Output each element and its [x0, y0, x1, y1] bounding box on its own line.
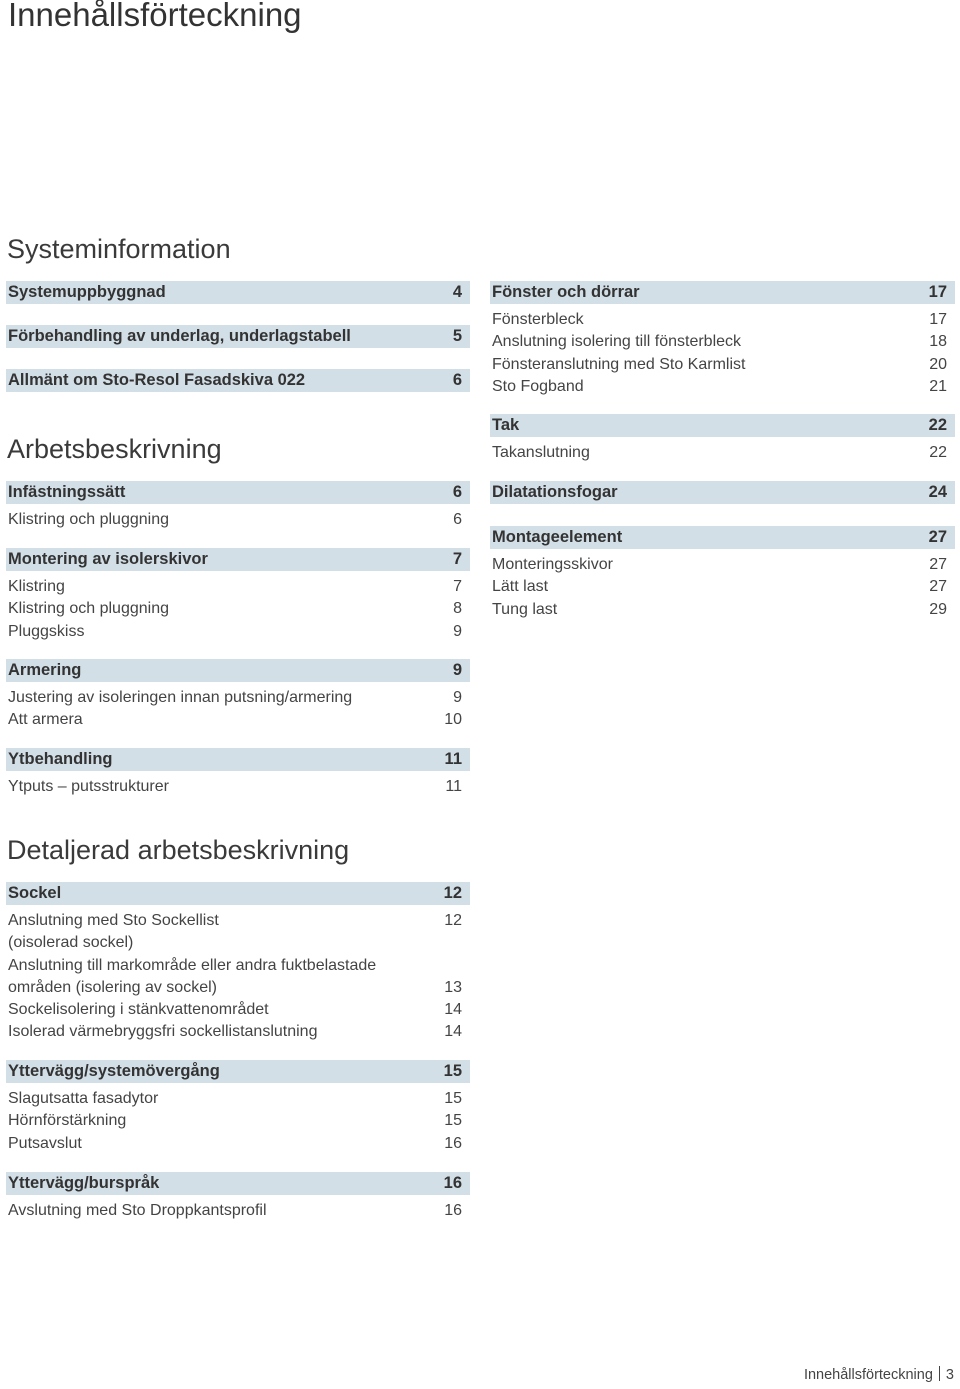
- toc-heading[interactable]: Yttervägg/burspråk 16: [6, 1172, 470, 1195]
- page-footer: [804, 1366, 954, 1383]
- toc-group-fonster: [490, 281, 955, 398]
- toc-group-dilatationsfogar: [490, 481, 955, 504]
- toc-group-ytbehandling: [6, 748, 470, 798]
- page-title: Innehållsförteckning: [8, 0, 302, 33]
- toc-group-infastningssatt: [6, 481, 470, 531]
- toc-group-montering: [6, 548, 470, 643]
- toc-heading[interactable]: Dilatationsfogar 24: [490, 481, 955, 504]
- toc-group-tak: [490, 414, 955, 464]
- toc-heading[interactable]: Infästningssätt 6: [6, 481, 470, 504]
- toc-entry[interactable]: Sto Fogband 21: [492, 377, 947, 395]
- section-heading-detaljerad: Detaljerad arbetsbeskrivning: [7, 835, 350, 865]
- toc-entry[interactable]: Klistring 7: [8, 578, 462, 595]
- toc-heading[interactable]: Sockel 12: [6, 882, 470, 905]
- systeminformation-list: [6, 281, 470, 392]
- toc-heading[interactable]: Montering av isolerskivor 7: [6, 548, 470, 571]
- toc-group-armering: [6, 659, 470, 732]
- toc-entry[interactable]: Pluggskiss 9: [8, 622, 462, 640]
- toc-entry[interactable]: Fönsteranslutning med Sto Karmlist 20: [492, 355, 947, 373]
- footer-separator: [939, 1366, 940, 1381]
- footer-label: Innehållsförteckning: [803, 1367, 933, 1383]
- toc-heading[interactable]: Tak 22: [490, 414, 955, 437]
- toc-entry[interactable]: Klistring och pluggning 8: [8, 600, 462, 618]
- toc-heading[interactable]: Montageelement 27: [490, 526, 955, 549]
- toc-entry[interactable]: Att armera 10: [8, 711, 462, 729]
- toc-entry[interactable]: Ytputs – putsstrukturer 11: [8, 778, 462, 795]
- toc-heading[interactable]: Fönster och dörrar 17: [490, 281, 955, 304]
- toc-heading[interactable]: Ytbehandling 11: [6, 748, 470, 771]
- toc-entry[interactable]: Sockelisolering i stänkvattenområdet 14: [8, 1001, 462, 1019]
- page-number: 3: [945, 1367, 954, 1383]
- toc-entry[interactable]: Anslutning med Sto Sockellist 12: [8, 912, 462, 929]
- toc-entry[interactable]: Avslutning med Sto Droppkantsprofil 16: [8, 1202, 462, 1219]
- toc-entry[interactable]: områden (isolering av sockel) 13: [8, 978, 462, 996]
- toc-entry[interactable]: Takanslutning 22: [492, 444, 947, 461]
- toc-entry[interactable]: Monteringsskivor 27: [492, 556, 947, 573]
- section-heading-arbetsbeskrivning: Arbetsbeskrivning: [7, 434, 222, 464]
- section-heading-systeminformation: Systeminformation: [7, 234, 231, 264]
- toc-group-bursprak: [6, 1172, 470, 1222]
- toc-entry[interactable]: Tung last 29: [492, 600, 947, 618]
- toc-entry[interactable]: Justering av isoleringen innan putsning/armering 9: [8, 689, 462, 706]
- toc-entry[interactable]: Lätt last 27: [492, 578, 947, 596]
- toc-heading[interactable]: Yttervägg/systemövergång 15: [6, 1060, 470, 1083]
- toc-entry[interactable]: (oisolerad sockel): [8, 934, 134, 952]
- toc-entry[interactable]: Fönsterbleck 17: [492, 311, 947, 328]
- toc-entry[interactable]: Isolerad värmebryggsfri sockellistanslutning 14: [8, 1023, 462, 1041]
- toc-group-sockel: [6, 882, 470, 1044]
- toc-entry[interactable]: Klistring och pluggning 6: [8, 511, 462, 528]
- toc-heading[interactable]: Allmänt om Sto-Resol Fasadskiva 022 6: [6, 369, 470, 392]
- toc-group-systemovergang: [6, 1060, 470, 1155]
- toc-entry[interactable]: Slagutsatta fasadytor 15: [8, 1090, 462, 1107]
- toc-entry[interactable]: Putsavslut 16: [8, 1134, 462, 1152]
- toc-group-montageelement: [490, 526, 955, 621]
- toc-heading[interactable]: Förbehandling av underlag, underlagstabell 5: [6, 325, 470, 348]
- toc-entry[interactable]: Hörnförstärkning 15: [8, 1112, 462, 1130]
- toc-heading[interactable]: Armering 9: [6, 659, 470, 682]
- toc-entry[interactable]: Anslutning isolering till fönsterbleck 18: [492, 333, 947, 351]
- toc-heading[interactable]: Systemuppbyggnad 4: [6, 281, 470, 304]
- toc-entry[interactable]: Anslutning till markområde eller andra fuktbelastade: [8, 956, 377, 974]
